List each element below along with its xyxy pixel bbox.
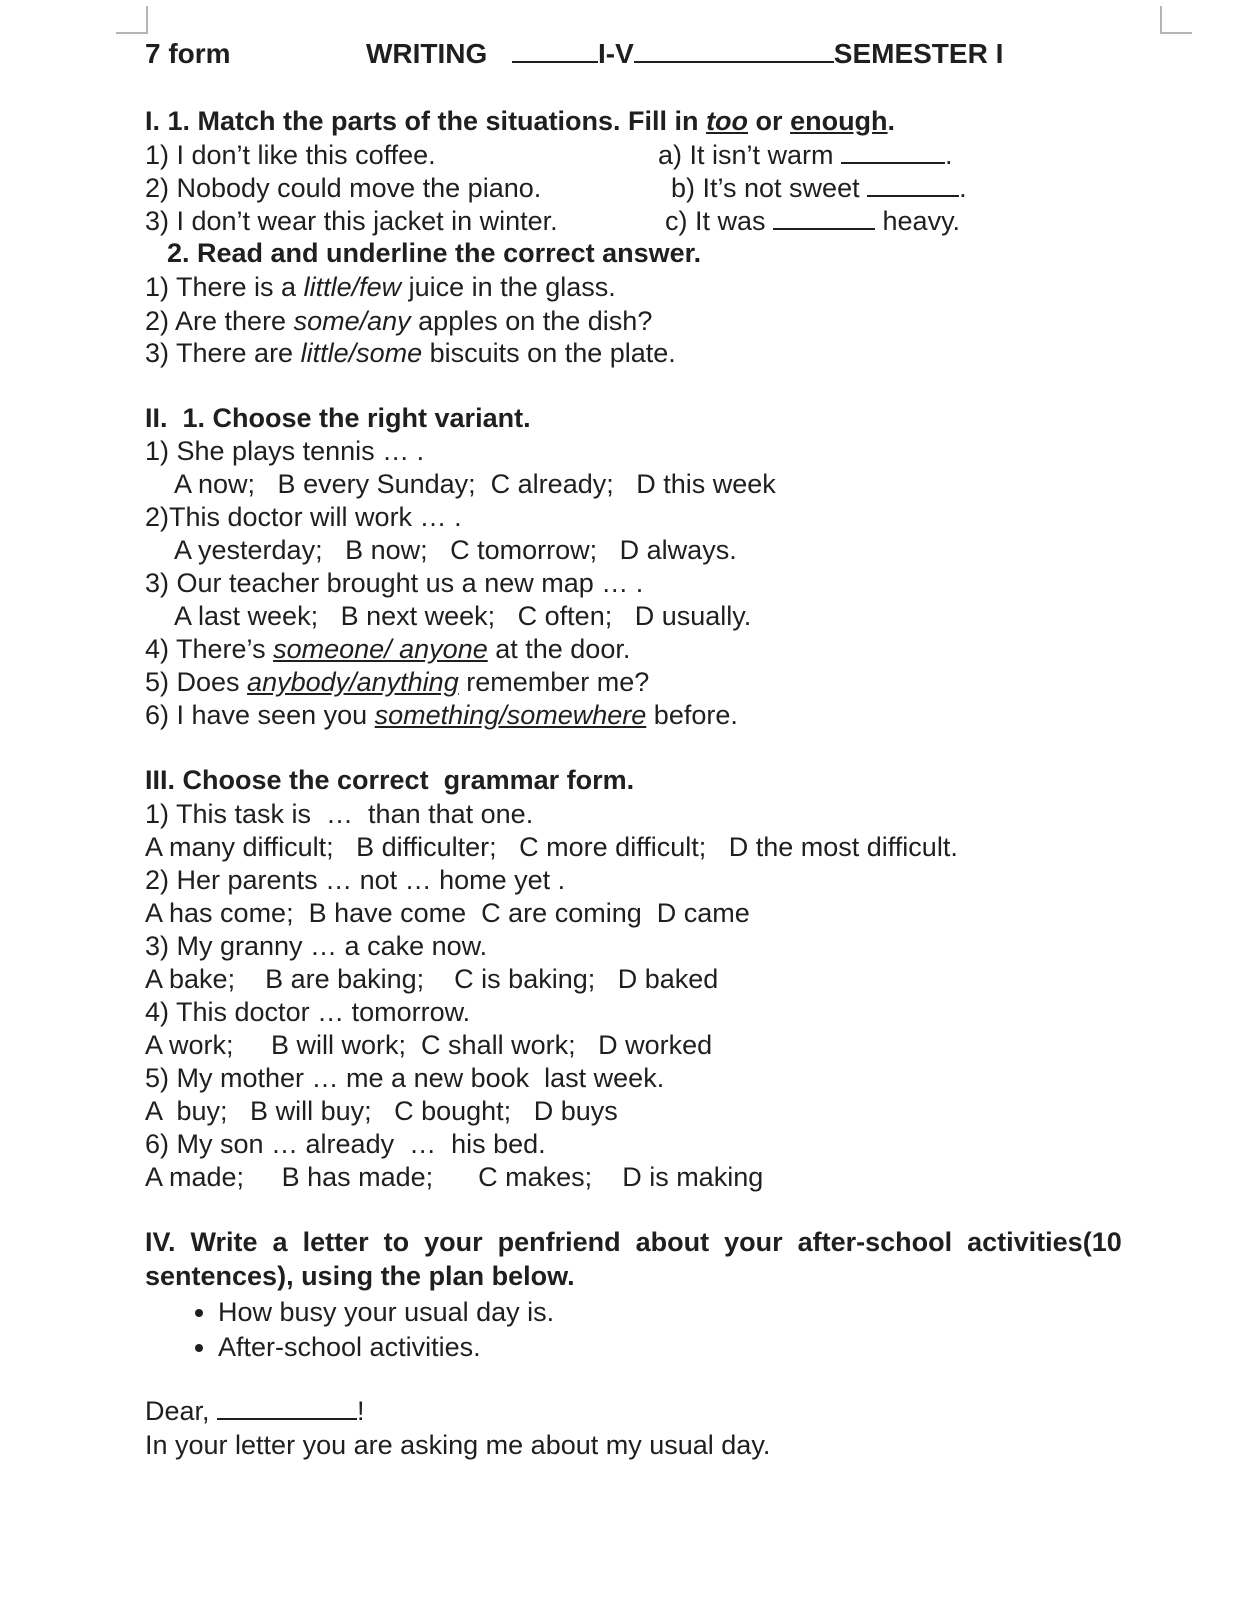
answer-options[interactable]: little/some <box>300 338 423 368</box>
word-too: too <box>706 106 749 136</box>
answer-choices[interactable]: A made; B has made; C makes; D is making <box>145 1162 764 1192</box>
question-text: 4) This doctor … tomorrow. <box>145 997 471 1027</box>
section-1-2-heading: 2. Read and underline the correct answer. <box>167 238 702 268</box>
section-4-heading-cont: sentences), using the plan below. <box>145 1261 575 1291</box>
answer-choices[interactable]: A work; B will work; C shall work; D worked <box>145 1030 713 1060</box>
subject-label: WRITING <box>366 38 488 69</box>
page-corner-mark-right <box>1160 6 1192 34</box>
answer-blank[interactable] <box>773 206 875 230</box>
section-2-heading: II. 1. Choose the right variant. <box>145 403 531 433</box>
question-text: 3) My granny … a cake now. <box>145 931 488 961</box>
blank-line <box>512 39 598 63</box>
answer-options[interactable]: something/somewhere <box>374 700 647 730</box>
letter-first-line: In your letter you are asking me about my usual day. <box>145 1430 771 1460</box>
page-corner-mark-left <box>116 6 148 34</box>
answer-blank[interactable] <box>841 140 945 164</box>
question-text: 5) Does anybody/anything remember me? <box>145 667 650 697</box>
question-text: 1) This task is … than that one. <box>145 799 534 829</box>
answer-options[interactable]: little/few <box>303 272 402 302</box>
plan-item: • How busy your usual day is. <box>218 1295 554 1330</box>
match-item-1: 1) I don’t like this coffee. <box>145 140 436 170</box>
variant-label: I-V <box>598 38 634 69</box>
section-1-heading: I. 1. Match the parts of the situations. Fill in too or enough. <box>145 106 896 136</box>
answer-choices[interactable]: A many difficult; B difficulter; C more difficult; D the most difficult. <box>145 832 958 862</box>
match-item-2: 2) Nobody could move the piano. <box>145 173 542 203</box>
underline-question-2: 2) Are there some/any apples on the dish? <box>145 306 653 336</box>
plan-item: • After-school activities. <box>218 1330 554 1365</box>
semester-label: SEMESTER I <box>833 38 1004 69</box>
form-label: 7 form <box>145 38 231 69</box>
question-text: 3) Our teacher brought us a new map … . <box>145 568 644 598</box>
match-item-3: 3) I don’t wear this jacket in winter. <box>145 206 558 236</box>
section-4-heading: IV. Write a letter to your penfriend about your after-school activities(10 <box>145 1227 1122 1257</box>
word-enough: enough <box>790 106 888 136</box>
question-text: 1) She plays tennis … . <box>145 436 425 466</box>
question-text: 2) Her parents … not … home yet . <box>145 865 566 895</box>
answer-choices[interactable]: A bake; B are baking; C is baking; D baked <box>145 964 719 994</box>
section-3-heading: III. Choose the correct grammar form. <box>145 765 635 795</box>
answer-options[interactable]: some/any <box>293 306 411 336</box>
question-text: 5) My mother … me a new book last week. <box>145 1063 665 1093</box>
blank-line <box>634 39 834 63</box>
question-text: 6) My son … already … his bed. <box>145 1129 546 1159</box>
question-text: 4) There’s someone/ anyone at the door. <box>145 634 631 664</box>
answer-choices[interactable]: A buy; B will buy; C bought; D buys <box>145 1096 618 1126</box>
answer-choices[interactable]: A yesterday; B now; C tomorrow; D always. <box>174 535 737 565</box>
match-answer-b: b) It’s not sweet . <box>671 173 967 203</box>
answer-blank[interactable] <box>867 173 959 197</box>
answer-options[interactable]: anybody/anything <box>247 667 459 697</box>
match-answer-a: a) It isn’t warm . <box>658 140 953 170</box>
answer-choices[interactable]: A has come; B have come C are coming D came <box>145 898 750 928</box>
letter-greeting: Dear, ! <box>145 1396 365 1426</box>
answer-choices[interactable]: A last week; B next week; C often; D usually. <box>174 601 752 631</box>
question-text: 6) I have seen you something/somewhere before. <box>145 700 738 730</box>
plan-list <box>150 1295 554 1365</box>
answer-options[interactable]: someone/ anyone <box>273 634 488 664</box>
name-blank[interactable] <box>217 1396 357 1420</box>
answer-choices[interactable]: A now; B every Sunday; C already; D this week <box>174 469 776 499</box>
underline-question-3: 3) There are little/some biscuits on the plate. <box>145 338 676 368</box>
question-text: 2)This doctor will work … . <box>145 502 462 532</box>
variant-line <box>512 37 1003 71</box>
match-answer-c: c) It was heavy. <box>665 206 961 236</box>
underline-question-1: 1) There is a little/few juice in the glass. <box>145 272 616 302</box>
